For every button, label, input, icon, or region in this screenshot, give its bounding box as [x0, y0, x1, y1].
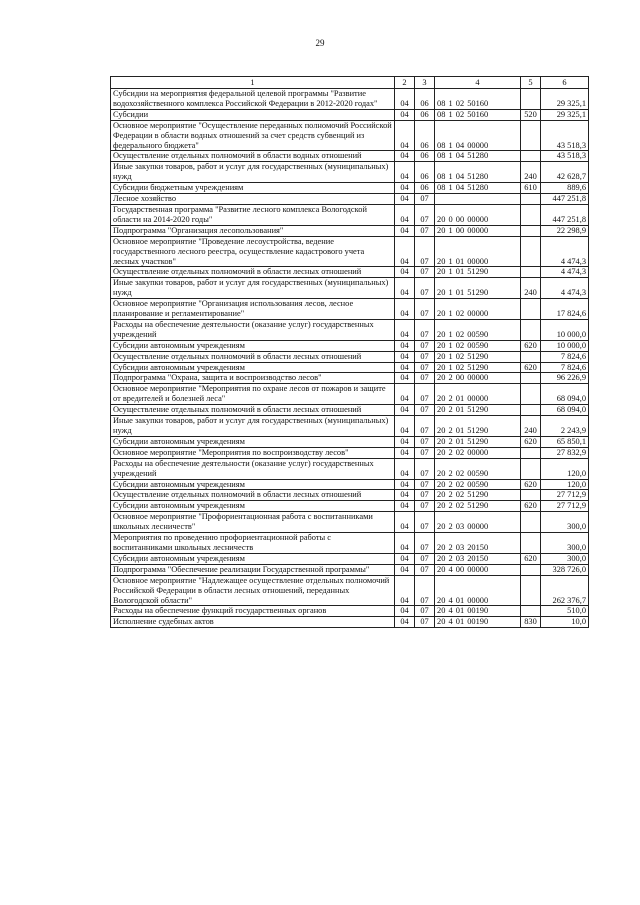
row-description: Осуществление отдельных полномочий в области лесных отношений: [111, 267, 395, 278]
row-section-code: 04: [395, 575, 415, 606]
table-row: [111, 194, 589, 205]
row-subsection-code: 07: [415, 362, 435, 373]
row-description: Подпрограмма "Обеспечение реализации Государственной программы": [111, 564, 395, 575]
row-section-code: 04: [395, 194, 415, 205]
row-target-code: 20 1 01 00000: [435, 236, 521, 267]
row-expense-type-code: 620: [521, 362, 541, 373]
table-row: [111, 458, 589, 479]
row-amount: 10 000,0: [541, 340, 589, 351]
column-header: 3: [415, 77, 435, 89]
row-description: Исполнение судебных актов: [111, 617, 395, 628]
row-section-code: 04: [395, 319, 415, 340]
table-row: [111, 564, 589, 575]
row-expense-type-code: 620: [521, 340, 541, 351]
row-expense-type-code: [521, 512, 541, 533]
row-amount: 328 726,0: [541, 564, 589, 575]
row-subsection-code: 07: [415, 501, 435, 512]
row-description: Подпрограмма "Охрана, защита и воспроизводство лесов": [111, 373, 395, 384]
row-target-code: 08 1 04 51280: [435, 151, 521, 162]
column-header: 1: [111, 77, 395, 89]
table-row: [111, 89, 589, 110]
row-amount: 27 832,9: [541, 447, 589, 458]
table-body: [111, 89, 589, 628]
row-subsection-code: 07: [415, 553, 435, 564]
row-target-code: 20 2 01 51290: [435, 436, 521, 447]
row-expense-type-code: [521, 267, 541, 278]
column-header: 5: [521, 77, 541, 89]
row-target-code: 20 1 02 00000: [435, 299, 521, 320]
row-expense-type-code: [521, 120, 541, 151]
row-amount: 262 376,7: [541, 575, 589, 606]
table-row: [111, 405, 589, 416]
column-header: 4: [435, 77, 521, 89]
column-header: 2: [395, 77, 415, 89]
row-target-code: 20 1 02 00590: [435, 319, 521, 340]
row-expense-type-code: 620: [521, 479, 541, 490]
row-target-code: 20 1 00 00000: [435, 225, 521, 236]
row-subsection-code: 07: [415, 575, 435, 606]
row-description: Расходы на обеспечение функций государственных органов: [111, 606, 395, 617]
table-row: [111, 362, 589, 373]
row-target-code: 20 2 02 00590: [435, 479, 521, 490]
row-target-code: 20 2 03 20150: [435, 533, 521, 554]
row-expense-type-code: [521, 458, 541, 479]
row-target-code: 20 4 00 00000: [435, 564, 521, 575]
row-expense-type-code: [521, 405, 541, 416]
row-section-code: 04: [395, 447, 415, 458]
row-subsection-code: 06: [415, 162, 435, 183]
row-expense-type-code: [521, 533, 541, 554]
table-row: [111, 479, 589, 490]
row-target-code: 20 1 01 51290: [435, 267, 521, 278]
row-section-code: 04: [395, 458, 415, 479]
row-description: Расходы на обеспечение деятельности (оказание услуг) государственных учреждений: [111, 458, 395, 479]
row-amount: 300,0: [541, 533, 589, 554]
row-subsection-code: 06: [415, 120, 435, 151]
row-section-code: 04: [395, 299, 415, 320]
column-header: 6: [541, 77, 589, 89]
row-amount: 300,0: [541, 553, 589, 564]
row-target-code: 20 0 00 00000: [435, 204, 521, 225]
row-subsection-code: 07: [415, 204, 435, 225]
row-target-code: 20 2 00 00000: [435, 373, 521, 384]
row-target-code: [435, 194, 521, 205]
row-target-code: 08 1 04 51280: [435, 162, 521, 183]
row-section-code: 04: [395, 109, 415, 120]
budget-table: [110, 76, 589, 628]
row-amount: 27 712,9: [541, 490, 589, 501]
row-description: Субсидии на мероприятия федеральной целевой программы "Развитие водохозяйственного комплекса Российской Федерации в 2012-2020 годах": [111, 89, 395, 110]
row-amount: 10 000,0: [541, 319, 589, 340]
row-description: Осуществление отдельных полномочий в области водных отношений: [111, 151, 395, 162]
row-subsection-code: 06: [415, 151, 435, 162]
row-expense-type-code: [521, 225, 541, 236]
row-amount: 4 474,3: [541, 278, 589, 299]
row-description: Иные закупки товаров, работ и услуг для государственных (муниципальных) нужд: [111, 162, 395, 183]
row-amount: 120,0: [541, 458, 589, 479]
row-expense-type-code: [521, 373, 541, 384]
row-expense-type-code: [521, 319, 541, 340]
table-row: [111, 319, 589, 340]
row-target-code: 20 2 02 00590: [435, 458, 521, 479]
row-subsection-code: 06: [415, 109, 435, 120]
table-row: [111, 533, 589, 554]
table-row: [111, 236, 589, 267]
row-section-code: 04: [395, 267, 415, 278]
table-row: [111, 447, 589, 458]
row-section-code: 04: [395, 490, 415, 501]
row-amount: 29 325,1: [541, 89, 589, 110]
row-expense-type-code: 620: [521, 501, 541, 512]
row-subsection-code: 06: [415, 183, 435, 194]
row-subsection-code: 07: [415, 436, 435, 447]
row-expense-type-code: [521, 575, 541, 606]
row-section-code: 04: [395, 89, 415, 110]
table-row: [111, 553, 589, 564]
table-row: [111, 278, 589, 299]
row-description: Расходы на обеспечение деятельности (оказание услуг) государственных учреждений: [111, 319, 395, 340]
row-target-code: 20 2 02 51290: [435, 501, 521, 512]
row-description: Основное мероприятие "Профориентационная работа с воспитанниками школьных лесничеств": [111, 512, 395, 533]
row-subsection-code: 07: [415, 194, 435, 205]
row-section-code: 04: [395, 340, 415, 351]
row-amount: 889,6: [541, 183, 589, 194]
row-amount: 29 325,1: [541, 109, 589, 120]
row-description: Мероприятия по проведению профориентационной работы с воспитанниками школьных лесничеств: [111, 533, 395, 554]
row-subsection-code: 07: [415, 416, 435, 437]
table-row: [111, 225, 589, 236]
row-section-code: 04: [395, 384, 415, 405]
row-amount: 68 094,0: [541, 384, 589, 405]
row-amount: 17 824,6: [541, 299, 589, 320]
row-subsection-code: 07: [415, 278, 435, 299]
row-section-code: 04: [395, 436, 415, 447]
row-section-code: 04: [395, 617, 415, 628]
row-subsection-code: 07: [415, 479, 435, 490]
row-expense-type-code: 240: [521, 416, 541, 437]
row-expense-type-code: [521, 564, 541, 575]
row-subsection-code: 07: [415, 351, 435, 362]
table-row: [111, 340, 589, 351]
row-target-code: 20 1 01 51290: [435, 278, 521, 299]
row-amount: 447 251,8: [541, 204, 589, 225]
row-description: Субсидии автономным учреждениям: [111, 501, 395, 512]
table-row: [111, 120, 589, 151]
table-row: [111, 490, 589, 501]
table-row: [111, 299, 589, 320]
row-amount: 300,0: [541, 512, 589, 533]
row-description: Основное мероприятие "Надлежащее осуществление отдельных полномочий Российской Федерации в области лесных отношений, переданных Вологодской области": [111, 575, 395, 606]
row-subsection-code: 07: [415, 512, 435, 533]
row-subsection-code: 07: [415, 490, 435, 501]
table-row: [111, 373, 589, 384]
row-subsection-code: 07: [415, 384, 435, 405]
table-row: [111, 436, 589, 447]
row-expense-type-code: [521, 89, 541, 110]
table-row: [111, 575, 589, 606]
row-section-code: 04: [395, 416, 415, 437]
table-header-row: [111, 77, 589, 89]
row-expense-type-code: [521, 490, 541, 501]
row-expense-type-code: [521, 299, 541, 320]
row-section-code: 04: [395, 204, 415, 225]
row-subsection-code: 07: [415, 533, 435, 554]
row-description: Государственная программа "Развитие лесного комплекса Вологодской области на 2014-2020 годы": [111, 204, 395, 225]
row-expense-type-code: 620: [521, 436, 541, 447]
row-target-code: 20 4 01 00190: [435, 606, 521, 617]
row-subsection-code: 07: [415, 447, 435, 458]
row-description: Основное мероприятие "Осуществление переданных полномочий Российской Федерации в области водных отношений за счет средств субвенций из федерального бюджета": [111, 120, 395, 151]
table-row: [111, 606, 589, 617]
table-row: [111, 267, 589, 278]
row-section-code: 04: [395, 278, 415, 299]
row-section-code: 04: [395, 512, 415, 533]
row-amount: 7 824,6: [541, 362, 589, 373]
row-section-code: 04: [395, 373, 415, 384]
row-target-code: 20 4 01 00000: [435, 575, 521, 606]
row-description: Субсидии автономным учреждениям: [111, 362, 395, 373]
row-subsection-code: 07: [415, 236, 435, 267]
row-target-code: 20 2 03 20150: [435, 553, 521, 564]
table-row: [111, 162, 589, 183]
row-subsection-code: 07: [415, 606, 435, 617]
row-section-code: 04: [395, 564, 415, 575]
row-target-code: 08 1 02 50160: [435, 109, 521, 120]
row-expense-type-code: [521, 606, 541, 617]
table-row: [111, 151, 589, 162]
row-section-code: 04: [395, 553, 415, 564]
row-subsection-code: 07: [415, 267, 435, 278]
row-amount: 7 824,6: [541, 351, 589, 362]
row-expense-type-code: [521, 447, 541, 458]
row-subsection-code: 07: [415, 299, 435, 320]
row-target-code: 08 1 02 50160: [435, 89, 521, 110]
row-expense-type-code: [521, 194, 541, 205]
row-section-code: 04: [395, 151, 415, 162]
row-subsection-code: 06: [415, 89, 435, 110]
row-target-code: 20 2 02 51290: [435, 490, 521, 501]
row-section-code: 04: [395, 405, 415, 416]
table-row: [111, 416, 589, 437]
row-amount: 27 712,9: [541, 501, 589, 512]
row-amount: 65 850,1: [541, 436, 589, 447]
row-description: Основное мероприятие "Проведение лесоустройства, ведение государственного лесного реестра, осуществление кадастрового учета лесных участков": [111, 236, 395, 267]
row-section-code: 04: [395, 606, 415, 617]
row-subsection-code: 07: [415, 405, 435, 416]
row-amount: 42 628,7: [541, 162, 589, 183]
row-target-code: 20 2 01 00000: [435, 384, 521, 405]
row-subsection-code: 07: [415, 319, 435, 340]
row-subsection-code: 07: [415, 564, 435, 575]
row-description: Иные закупки товаров, работ и услуг для государственных (муниципальных) нужд: [111, 278, 395, 299]
row-expense-type-code: 240: [521, 162, 541, 183]
row-expense-type-code: [521, 236, 541, 267]
table-row: [111, 384, 589, 405]
row-description: Субсидии автономным учреждениям: [111, 340, 395, 351]
row-description: Субсидии автономным учреждениям: [111, 479, 395, 490]
row-description: Основное мероприятие "Мероприятия по охране лесов от пожаров и защите от вредителей и болезней леса": [111, 384, 395, 405]
row-description: Субсидии автономным учреждениям: [111, 436, 395, 447]
row-subsection-code: 07: [415, 458, 435, 479]
row-section-code: 04: [395, 120, 415, 151]
row-subsection-code: 07: [415, 617, 435, 628]
row-amount: 22 298,9: [541, 225, 589, 236]
row-expense-type-code: 830: [521, 617, 541, 628]
row-section-code: 04: [395, 183, 415, 194]
table-row: [111, 351, 589, 362]
row-expense-type-code: [521, 204, 541, 225]
row-description: Осуществление отдельных полномочий в области лесных отношений: [111, 405, 395, 416]
row-amount: 510,0: [541, 606, 589, 617]
row-description: Осуществление отдельных полномочий в области лесных отношений: [111, 490, 395, 501]
row-description: Субсидии автономным учреждениям: [111, 553, 395, 564]
row-amount: 4 474,3: [541, 236, 589, 267]
row-amount: 43 518,3: [541, 151, 589, 162]
row-expense-type-code: 520: [521, 109, 541, 120]
row-expense-type-code: [521, 151, 541, 162]
table-row: [111, 501, 589, 512]
row-expense-type-code: 620: [521, 553, 541, 564]
row-expense-type-code: 610: [521, 183, 541, 194]
table-row: [111, 109, 589, 120]
row-description: Основное мероприятие "Мероприятия по воспроизводству лесов": [111, 447, 395, 458]
row-section-code: 04: [395, 225, 415, 236]
row-description: Субсидии: [111, 109, 395, 120]
row-subsection-code: 07: [415, 225, 435, 236]
row-subsection-code: 07: [415, 340, 435, 351]
row-amount: 96 226,9: [541, 373, 589, 384]
row-target-code: 20 2 01 51290: [435, 405, 521, 416]
row-section-code: 04: [395, 236, 415, 267]
row-section-code: 04: [395, 162, 415, 183]
row-target-code: 20 4 01 00190: [435, 617, 521, 628]
row-expense-type-code: [521, 384, 541, 405]
row-expense-type-code: [521, 351, 541, 362]
table-row: [111, 204, 589, 225]
table-row: [111, 512, 589, 533]
row-description: Иные закупки товаров, работ и услуг для государственных (муниципальных) нужд: [111, 416, 395, 437]
row-amount: 10,0: [541, 617, 589, 628]
row-target-code: 08 1 04 00000: [435, 120, 521, 151]
row-target-code: 20 1 02 51290: [435, 362, 521, 373]
row-description: Лесное хозяйство: [111, 194, 395, 205]
row-description: Подпрограмма "Организация лесопользования": [111, 225, 395, 236]
row-target-code: 08 1 04 51280: [435, 183, 521, 194]
row-section-code: 04: [395, 479, 415, 490]
row-subsection-code: 07: [415, 373, 435, 384]
row-description: Основное мероприятие "Организация использования лесов, лесное планирование и регламентирование": [111, 299, 395, 320]
row-section-code: 04: [395, 533, 415, 554]
row-description: Осуществление отдельных полномочий в области лесных отношений: [111, 351, 395, 362]
row-target-code: 20 2 01 51290: [435, 416, 521, 437]
row-expense-type-code: 240: [521, 278, 541, 299]
row-description: Субсидии бюджетным учреждениям: [111, 183, 395, 194]
row-amount: 68 094,0: [541, 405, 589, 416]
row-amount: 4 474,3: [541, 267, 589, 278]
row-target-code: 20 2 02 00000: [435, 447, 521, 458]
page-number: 29: [315, 38, 325, 48]
row-amount: 43 518,3: [541, 120, 589, 151]
table-row: [111, 183, 589, 194]
row-target-code: 20 2 03 00000: [435, 512, 521, 533]
row-section-code: 04: [395, 351, 415, 362]
row-section-code: 04: [395, 362, 415, 373]
row-amount: 447 251,8: [541, 194, 589, 205]
row-target-code: 20 1 02 00590: [435, 340, 521, 351]
table-row: [111, 617, 589, 628]
row-target-code: 20 1 02 51290: [435, 351, 521, 362]
row-amount: 2 243,9: [541, 416, 589, 437]
row-amount: 120,0: [541, 479, 589, 490]
row-section-code: 04: [395, 501, 415, 512]
